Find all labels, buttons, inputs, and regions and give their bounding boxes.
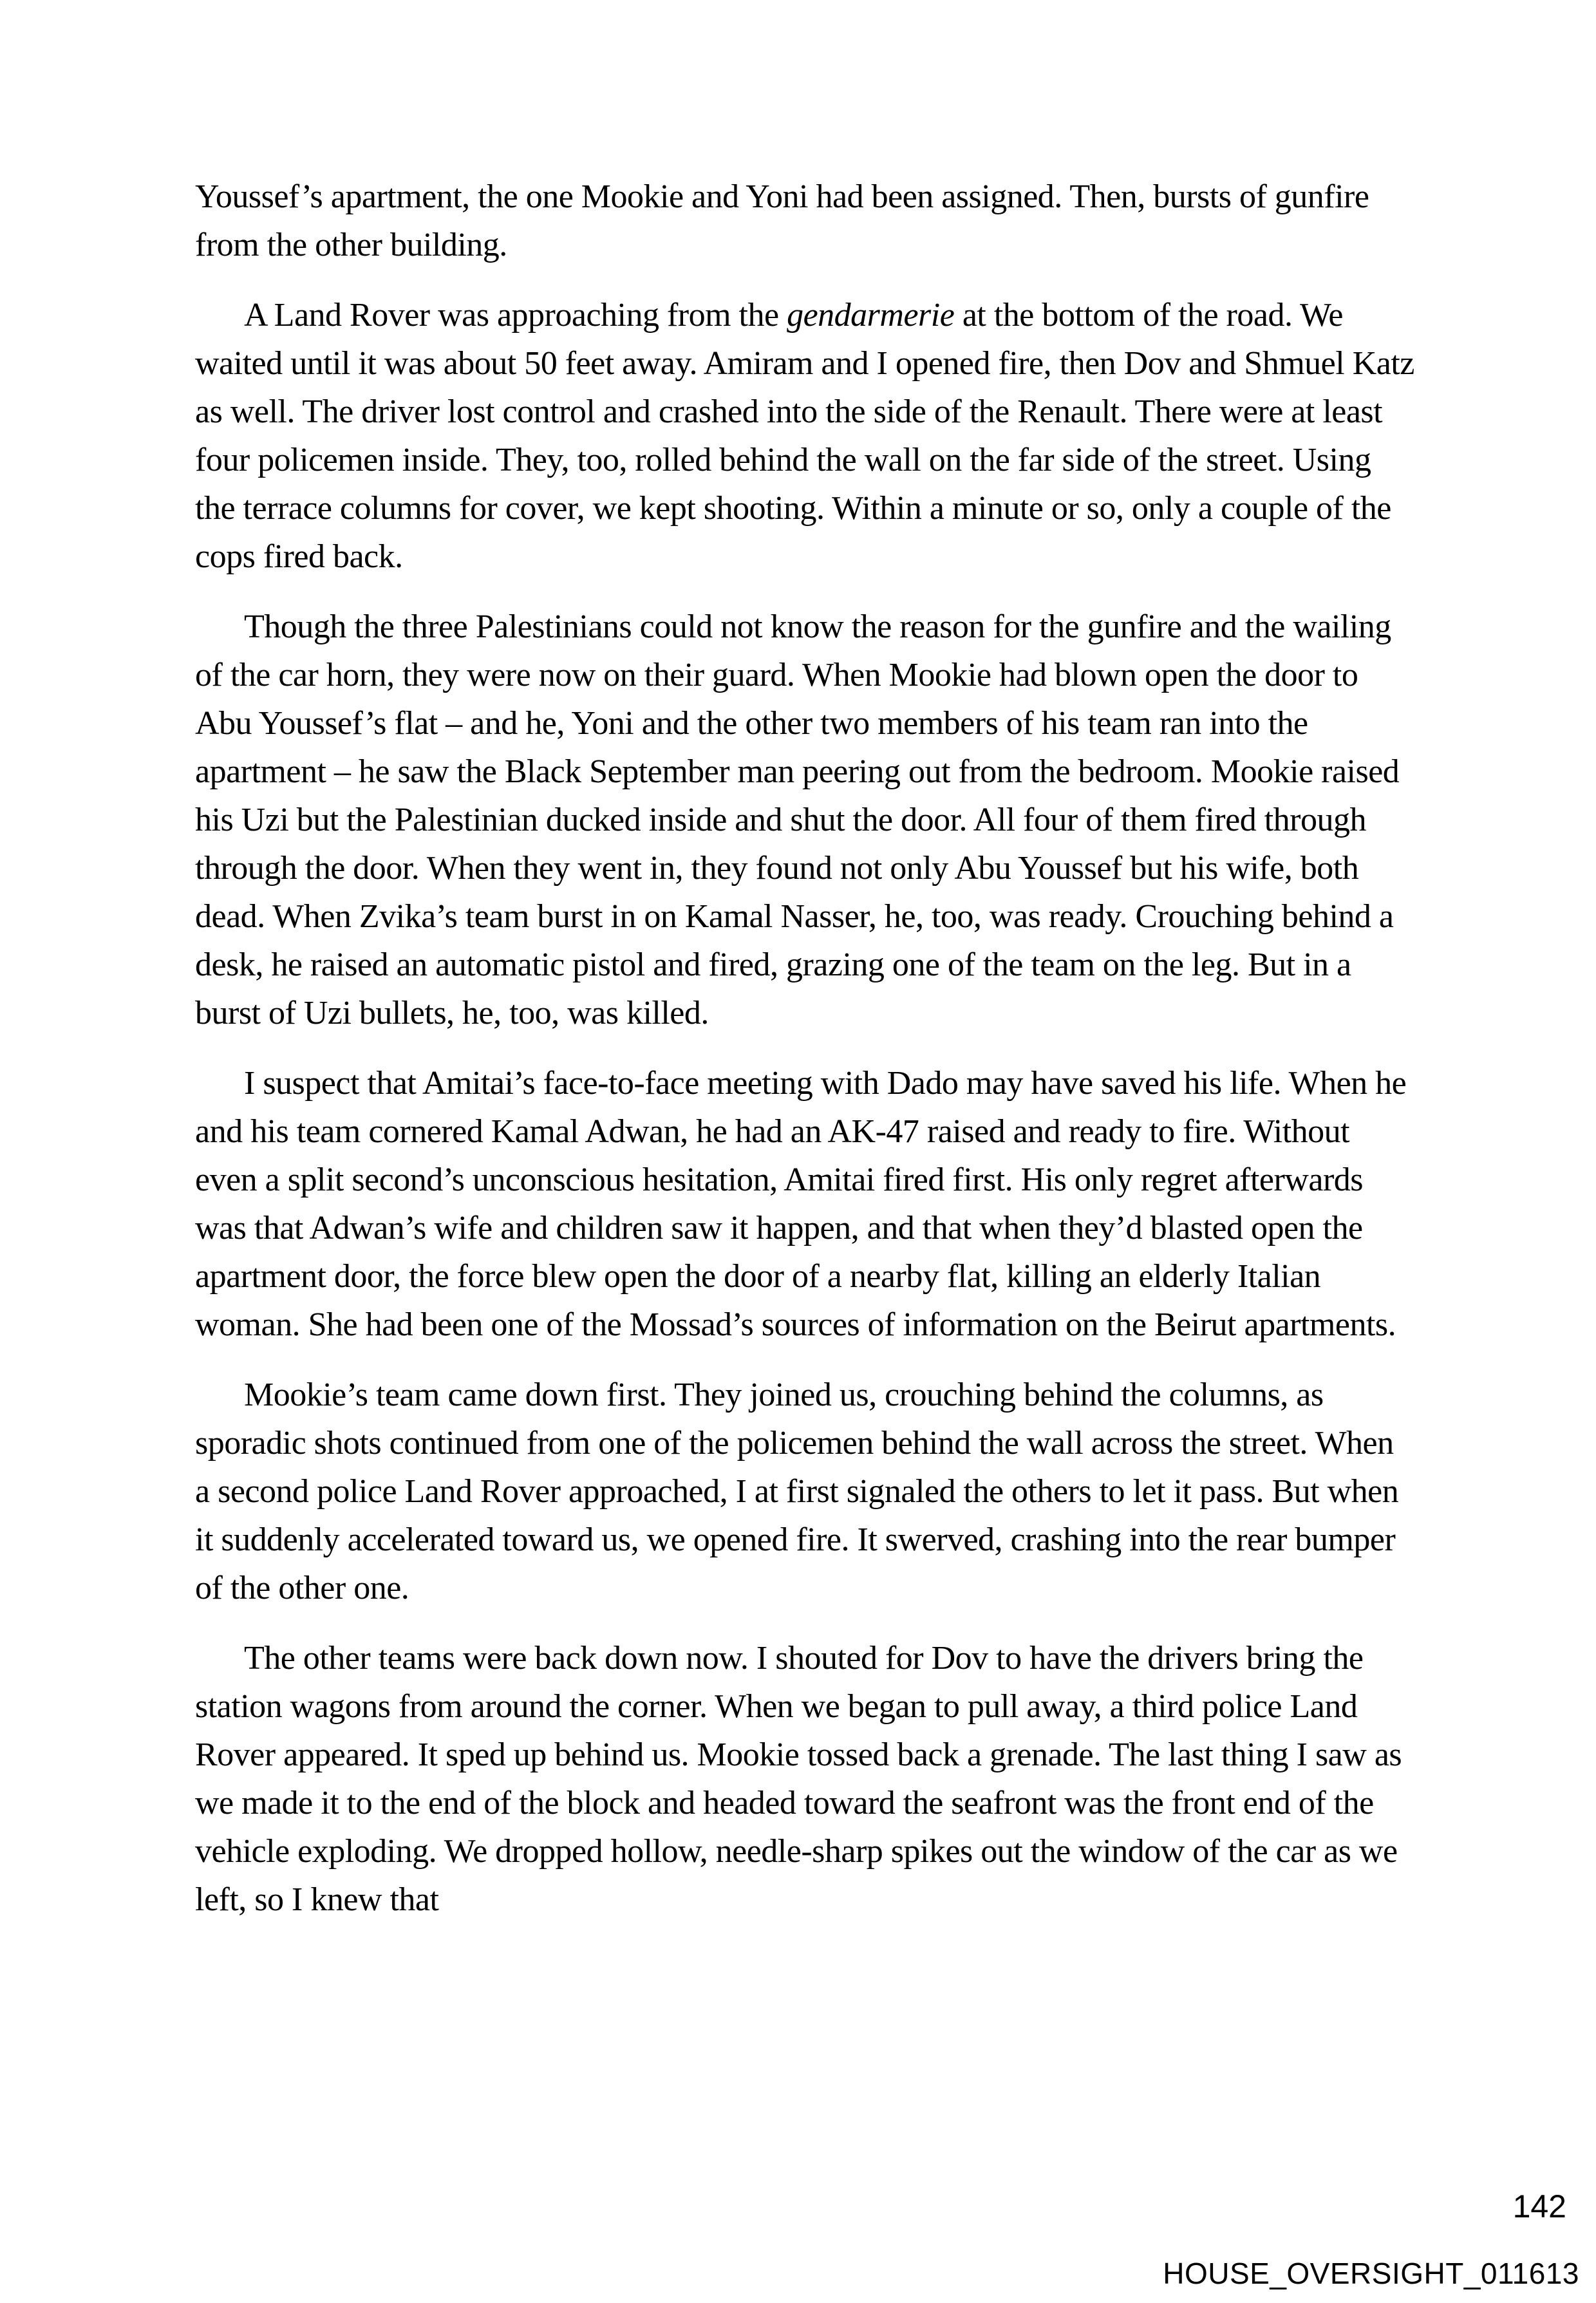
text-run: Though the three Palestinians could not know the reason for the gunfire and the wailing of the car horn, they were now on their guard. When Mookie had blown open the door to Abu Youssef’s flat – and he, Yoni and the other two members of his team ran into the apartment – he saw the Black September man peering out from the bedroom. Mookie raised his Uzi but the Palestinian ducked inside and shut the door. All four of them fired through through the door. When they went in, they found not only Abu Youssef but his wife, both dead. When Zvika’s team burst in on Kamal Nasser, he, too, was ready. Crouching behind a desk, he raised an automatic pistol and fired, grazing one of the team on the leg. But in a burst of Uzi bullets, he, too, was killed. [195,608,1400,1031]
text-run: A Land Rover was approaching from the [244,297,787,334]
text-run: at the bottom of the road. We waited until it was about 50 feet away. Amiram and I opened fire, then Dov and Shmuel Katz as well. The driver lost control and crashed into the side of the Renault. There were at least four policemen inside. They, too, rolled behind the wall on the far side of the street. Using the terrace columns for cover, we kept shooting. Within a minute or so, only a couple of the cops fired back. [195,297,1414,575]
paragraph [195,1634,1415,1924]
page-number: 142 [1512,2188,1566,2224]
paragraph [195,173,1415,269]
page-text [195,173,1415,1946]
paragraph [195,603,1415,1037]
paragraph [195,291,1415,581]
text-run: Mookie’s team came down first. They joined us, crouching behind the columns, as sporadic shots continued from one of the policemen behind the wall across the street. When a second police Land Rover approached, I at first signaled the others to let it pass. But when it suddenly accelerated toward us, we opened fire. It swerved, crashing into the rear bumper of the other one. [195,1377,1399,1606]
paragraph [195,1371,1415,1612]
text-run: Youssef’s apartment, the one Mookie and Yoni had been assigned. Then, bursts of gunfire from the other building. [195,178,1369,263]
italic-text-run: gendarmerie [787,297,955,334]
text-run: The other teams were back down now. I shouted for Dov to have the drivers bring the station wagons from around the corner. When we began to pull away, a third police Land Rover appeared. It sped up behind us. Mookie tossed back a grenade. The last thing I saw as we made it to the end of the block and headed toward the seafront was the front end of the vehicle exploding. We dropped hollow, needle-sharp spikes out the window of the car as we left, so I knew that [195,1640,1402,1918]
text-run: I suspect that Amitai’s face-to-face meeting with Dado may have saved his life. When he and his team cornered Kamal Adwan, he had an AK-47 raised and ready to fire. Without even a split second’s unconscious hesitation, Amitai fired first. His only regret afterwards was that Adwan’s wife and children saw it happen, and that when they’d blasted open the apartment door, the force blew open the door of a nearby flat, killing an elderly Italian woman. She had been one of the Mossad’s sources of information on the Beirut apartments. [195,1065,1407,1343]
bates-stamp: HOUSE_OVERSIGHT_011613 [1163,2257,1579,2290]
paragraph [195,1059,1415,1349]
